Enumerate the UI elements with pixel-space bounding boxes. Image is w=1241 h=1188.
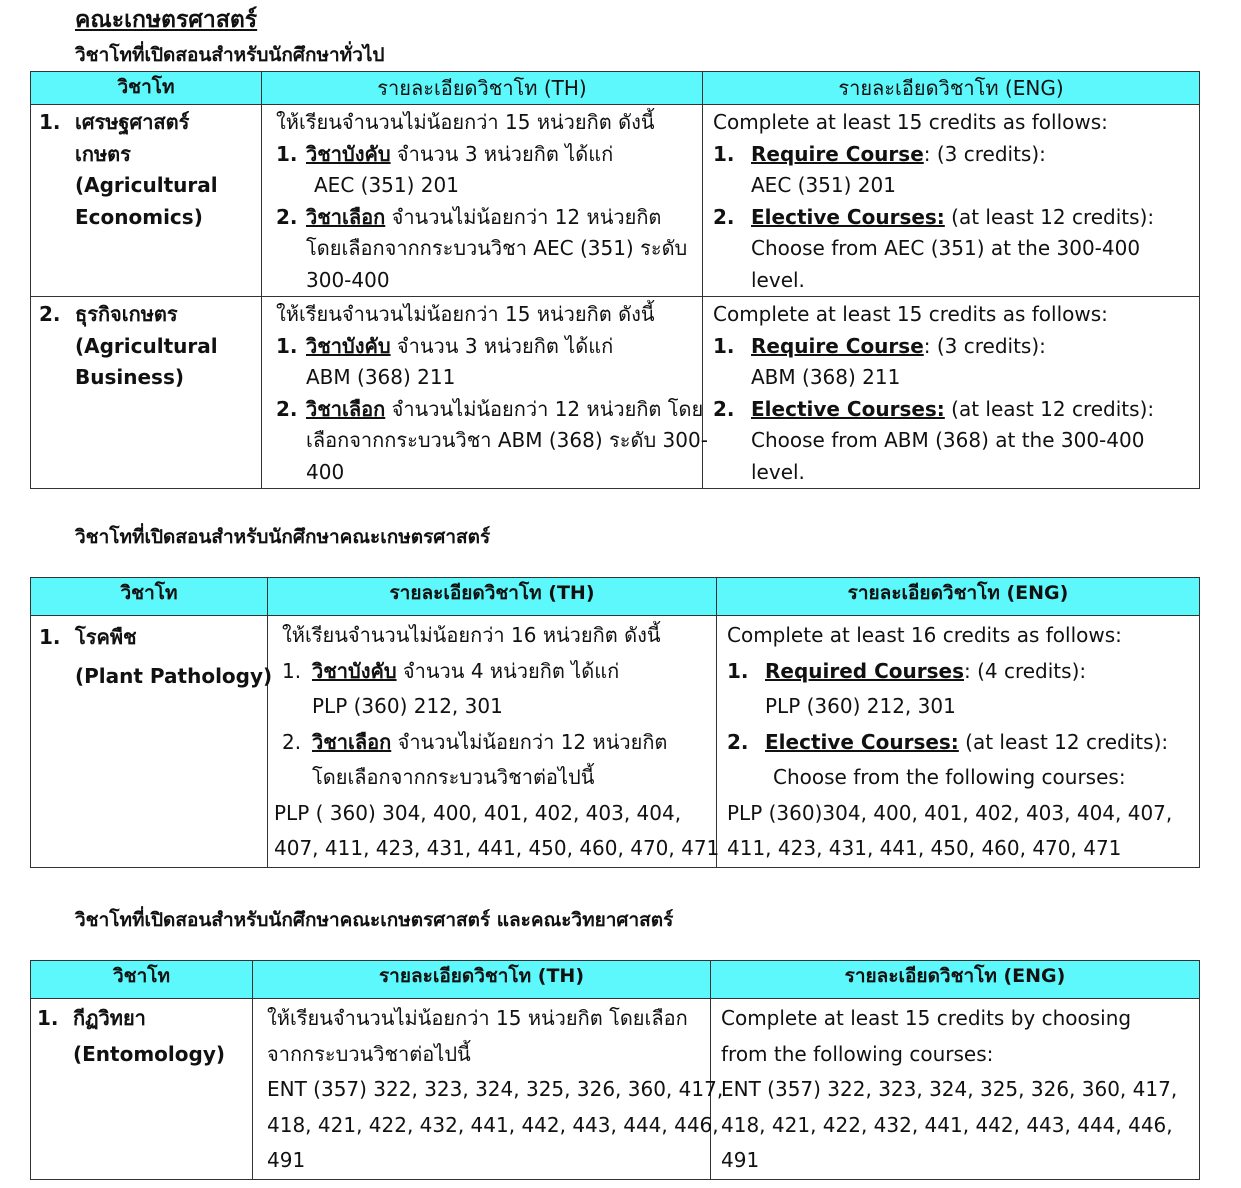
col-header-th: รายละเอียดวิชาโท (TH) — [262, 72, 703, 105]
course-list-line: ENT (357) 322, 323, 324, 325, 326, 360, 417, — [267, 1077, 724, 1101]
item-number: 1. — [276, 333, 298, 358]
item-number: 1. — [282, 658, 302, 683]
details-th-cell — [253, 999, 724, 1180]
table-row — [31, 999, 1200, 1180]
item-number: 2. — [282, 729, 302, 754]
required-label: วิชาบังคับ — [306, 141, 391, 166]
minor-subject-cell — [31, 105, 262, 297]
required-label: วิชาบังคับ — [312, 658, 397, 683]
required-detail: ABM (368) 211 — [751, 365, 901, 389]
elective-detail: level. — [751, 267, 805, 292]
section-title-agriculture: วิชาโทที่เปิดสอนสำหรับนักศึกษาคณะเกษตรศาสตร์ — [75, 526, 491, 548]
elective-detail: level. — [751, 459, 805, 484]
required-detail: AEC (351) 201 — [314, 173, 459, 197]
required-text: : (3 credits): — [923, 141, 1046, 166]
detail-line: Complete at least 15 credits by choosing — [721, 1006, 1132, 1030]
intro-text: ให้เรียนจำนวนไม่น้อยกว่า 15 หน่วยกิต ดังนี้ — [276, 302, 655, 326]
table-header-row — [31, 72, 1200, 105]
col-header-th: รายละเอียดวิชาโท (TH) — [268, 578, 717, 616]
details-eng-cell — [717, 616, 1200, 868]
item-number: 2. — [276, 396, 298, 421]
col-header-minor: วิชาโท — [31, 961, 253, 999]
required-text: จำนวน 4 หน่วยกิต ได้แก่ — [396, 658, 620, 683]
subject-line: Business) — [75, 365, 184, 389]
required-text: จำนวน 3 หน่วยกิต ได้แก่ — [390, 333, 614, 358]
table-row — [31, 616, 1200, 868]
course-list-line: 418, 421, 422, 432, 441, 442, 443, 444, 446, — [267, 1112, 719, 1137]
minor-table-agri-science — [30, 960, 1200, 1180]
details-th-cell — [262, 105, 703, 297]
detail-line: จากกระบวนวิชาต่อไปนี้ — [267, 1041, 471, 1066]
intro-text: Complete at least 15 credits as follows: — [713, 302, 1108, 326]
elective-detail: 300-400 — [306, 267, 390, 292]
course-list-line: PLP ( 360) 304, 400, 401, 402, 403, 404, — [274, 800, 682, 825]
details-th-cell — [268, 616, 720, 868]
subject-line: (Entomology) — [73, 1041, 226, 1066]
subject-line: เกษตร — [75, 141, 131, 166]
row-number: 2. — [39, 302, 61, 326]
required-label: Require Course — [751, 333, 924, 358]
course-list-line: 407, 411, 423, 431, 441, 450, 460, 470, 471 — [274, 836, 720, 860]
required-detail: PLP (360) 212, 301 — [765, 694, 956, 718]
course-list-line: PLP (360)304, 400, 401, 402, 403, 404, 407, — [727, 800, 1173, 825]
faculty-title: คณะเกษตรศาสตร์ — [75, 7, 258, 33]
details-eng-cell — [711, 999, 1200, 1180]
minor-subject-cell — [31, 297, 262, 489]
section-title-agri-science: วิชาโทที่เปิดสอนสำหรับนักศึกษาคณะเกษตรศาสตร์ และคณะวิทยาศาสตร์ — [75, 909, 674, 931]
row-number: 1. — [39, 625, 61, 649]
intro-text: ให้เรียนจำนวนไม่น้อยกว่า 16 หน่วยกิต ดังนี้ — [282, 623, 661, 647]
elective-detail: โดยเลือกจากกระบวนวิชาต่อไปนี้ — [312, 765, 595, 789]
intro-text: Complete at least 16 credits as follows: — [727, 623, 1122, 647]
table-header-row — [31, 961, 1200, 999]
elective-detail: Choose from the following courses: — [773, 765, 1126, 789]
course-list-line: 491 — [721, 1148, 760, 1172]
elective-detail: Choose from ABM (368) at the 300-400 — [751, 428, 1145, 452]
details-th-cell — [262, 297, 708, 489]
item-number: 1. — [276, 141, 298, 166]
elective-detail: Choose from AEC (351) at the 300-400 — [751, 236, 1141, 260]
item-number: 1. — [727, 658, 749, 683]
course-list-line: 411, 423, 431, 441, 450, 460, 470, 471 — [727, 836, 1122, 860]
details-eng-cell — [703, 297, 1200, 489]
subject-line: (Plant Pathology) — [75, 664, 273, 688]
table-header-row — [31, 578, 1200, 616]
required-label: Required Courses — [765, 658, 964, 683]
elective-text: จำนวนไม่น้อยกว่า 12 หน่วยกิต — [385, 204, 662, 229]
subject-line: กีฏวิทยา — [73, 1006, 146, 1030]
col-header-minor: วิชาโท — [31, 72, 262, 105]
item-number: 2. — [713, 204, 735, 229]
item-number: 2. — [713, 396, 735, 421]
minor-subject-cell — [31, 999, 253, 1180]
elective-text: (at least 12 credits): — [958, 729, 1169, 754]
col-header-eng: รายละเอียดวิชาโท (ENG) — [711, 961, 1200, 999]
required-text: จำนวน 3 หน่วยกิต ได้แก่ — [390, 141, 614, 166]
elective-text: จำนวนไม่น้อยกว่า 12 หน่วยกิต — [391, 729, 668, 754]
table-row — [31, 105, 1200, 297]
elective-label: Elective Courses: — [765, 729, 959, 754]
subject-line: (Agricultural — [75, 333, 218, 358]
elective-label: Elective Courses: — [751, 204, 945, 229]
col-header-minor: วิชาโท — [31, 578, 268, 616]
elective-text: (at least 12 credits): — [944, 204, 1155, 229]
required-text: : (3 credits): — [923, 333, 1046, 358]
course-list-line: 418, 421, 422, 432, 441, 442, 443, 444, 446, — [721, 1112, 1173, 1137]
item-number: 2. — [276, 204, 298, 229]
elective-detail: 400 — [306, 459, 345, 484]
elective-label: วิชาเลือก — [312, 729, 392, 754]
course-list-line: 491 — [267, 1148, 306, 1172]
row-number: 1. — [39, 110, 61, 134]
required-text: : (4 credits): — [963, 658, 1087, 683]
item-number: 1. — [713, 333, 735, 358]
minor-subject-cell — [31, 616, 273, 868]
required-label: วิชาบังคับ — [306, 333, 391, 358]
detail-line: ให้เรียนจำนวนไม่น้อยกว่า 15 หน่วยกิต โดยเลือก — [267, 1006, 688, 1030]
subject-line: เศรษฐศาสตร์ — [75, 110, 190, 134]
col-header-eng: รายละเอียดวิชาโท (ENG) — [717, 578, 1200, 616]
detail-line: from the following courses: — [721, 1041, 994, 1066]
item-number: 2. — [727, 729, 749, 754]
subject-line: ธุรกิจเกษตร — [75, 302, 178, 326]
elective-detail: เลือกจากกระบวนวิชา ABM (368) ระดับ 300- — [306, 428, 708, 452]
elective-label: วิชาเลือก — [306, 396, 386, 421]
table-row — [31, 297, 1200, 489]
required-label: Require Course — [751, 141, 924, 166]
elective-detail: โดยเลือกจากกระบวนวิชา AEC (351) ระดับ — [306, 236, 688, 260]
elective-text: จำนวนไม่น้อยกว่า 12 หน่วยกิต โดย — [385, 396, 704, 421]
subject-line: Economics) — [75, 204, 203, 229]
required-detail: PLP (360) 212, 301 — [312, 694, 503, 718]
details-eng-cell — [703, 105, 1200, 297]
item-number: 1. — [713, 141, 735, 166]
minor-table-agriculture — [30, 577, 1200, 868]
subject-line: (Agricultural — [75, 173, 218, 197]
col-header-eng: รายละเอียดวิชาโท (ENG) — [703, 72, 1200, 105]
elective-label: วิชาเลือก — [306, 204, 386, 229]
intro-text: Complete at least 15 credits as follows: — [713, 110, 1108, 134]
elective-label: Elective Courses: — [751, 396, 945, 421]
intro-text: ให้เรียนจำนวนไม่น้อยกว่า 15 หน่วยกิต ดังนี้ — [276, 110, 655, 134]
section-title-general: วิชาโทที่เปิดสอนสำหรับนักศึกษาทั่วไป — [75, 44, 385, 66]
minor-table-general — [30, 71, 1200, 489]
subject-line: โรคพืช — [75, 625, 137, 649]
required-detail: AEC (351) 201 — [751, 173, 896, 197]
course-list-line: ENT (357) 322, 323, 324, 325, 326, 360, 417, — [721, 1077, 1178, 1101]
col-header-th: รายละเอียดวิชาโท (TH) — [253, 961, 711, 999]
elective-text: (at least 12 credits): — [944, 396, 1155, 421]
row-number: 1. — [37, 1006, 59, 1030]
required-detail: ABM (368) 211 — [306, 365, 456, 389]
